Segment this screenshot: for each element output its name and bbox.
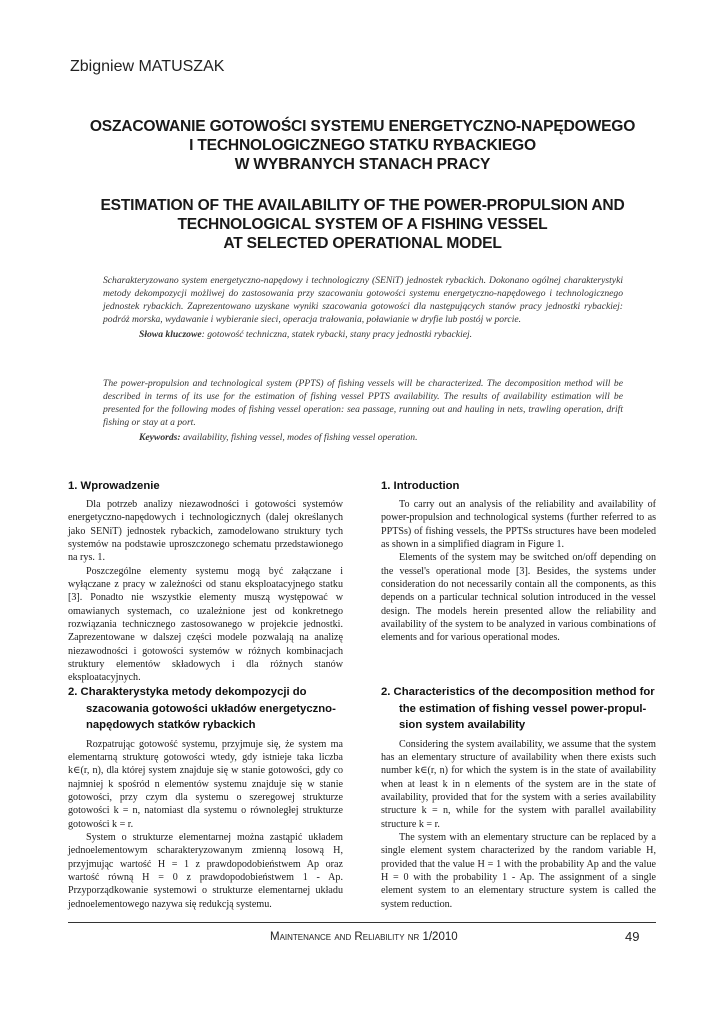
abstract-english — [103, 377, 623, 444]
left-column — [68, 478, 343, 685]
section-2-heading-pl-line-2: szacowania gotowości układów energetyczno- — [86, 702, 336, 715]
english-title-line-1: ESTIMATION OF THE AVAILABILITY OF THE POWER-PROPULSION AND — [100, 197, 625, 214]
section-2-paragraph-2-pl: System o strukturze elementarnej można zastąpić układem jednoelementowym scharakteryzowanym zmienną losową H, przyjmując wartość H = 1 z prawdopodobieństwem Ap oraz wartość równą H = 0 z prawdopodobieństwem 1 - Ap. Przyporządkowanie systemowi o strukturze elementarnej układu jednoelementowego nazywa się redukcją systemu. — [68, 831, 343, 910]
keywords-english-label: Keywords: — [139, 432, 181, 444]
section-2-heading-pl-line-3: napędowych statków rybackich — [86, 719, 256, 731]
abstract-polish — [103, 274, 623, 341]
polish-title-line-1: OSZACOWANIE GOTOWOŚCI SYSTEMU ENERGETYCZNO-NAPĘDOWEGO — [89, 118, 636, 135]
polish-title-line-2: I TECHNOLOGICZNEGO STATKU RYBACKIEGO — [189, 137, 536, 154]
keywords-english-text: availability, fishing vessel, modes of fishing vessel operation. — [180, 432, 418, 444]
left-column-section-2 — [68, 684, 343, 911]
section-1-heading-en: 1. Introduction — [381, 480, 460, 492]
right-column — [381, 478, 656, 645]
keywords-polish-label: Słowa kluczowe — [139, 329, 202, 341]
section-1-paragraph-1-en: To carry out an analysis of the reliability and availability of power-propulsion and technological systems (further referred to as PPTSs) of fishing vessels, the PPTSs structures have been modeled as shown in a simplified diagram in Figure 1. — [381, 499, 656, 551]
english-title — [60, 196, 665, 253]
keywords-english — [103, 431, 623, 444]
section-2-paragraph-1-pl: Rozpatrując gotowość systemu, przyjmuje się, że system ma elementarną strukturę gotowości wtedy, gdy istnieje taka liczba k∈(r, n), dla której system znajduje się w stanie gotowości, gdy co najmniej k spośród n elementów systemu znajduje się w stanie gotowości, przy czym dla systemu o szeregowej strukturze gotowości k = n, natomiast dla systemu o równoległej strukturze gotowości k = r. — [68, 738, 343, 830]
section-2-heading-pl — [68, 684, 343, 734]
section-2-heading-en-line-1: 2. Characteristics of the decomposition method for — [381, 686, 655, 698]
section-1-paragraph-2-en: Elements of the system may be switched on/off depending on the vessel's operational mode [3]. Besides, the systems under consideration do not necessarily contain all the components, as this depends on a particular technical solution introduced in the vessel design. The models herein presented allow the reliability and availability of the system to be analyzed in various combinations of elements and for various operational modes. — [381, 552, 656, 644]
section-2-heading-pl-line-1: 2. Charakterystyka metody dekompozycji do — [68, 686, 307, 698]
english-title-line-3: AT SELECTED OPERATIONAL MODEL — [223, 235, 502, 252]
keywords-polish — [103, 328, 623, 341]
footer-divider — [68, 922, 656, 923]
keywords-polish-text: : gotowość techniczna, statek rybacki, stany pracy jednostki rybackiej. — [201, 329, 473, 341]
section-1-paragraph-2-pl: Poszczególne elementy systemu mogą być załączane i wyłączane z pracy w zależności od stanu eksploatacyjnego statku [3]. Ponadto nie wszystkie elementy muszą występować w omawianych systemach, co uzależnione jest od konkretnego rozwiązania technicznego zastosowanego w projekcie jednostki. Zaprezentowane w dalszej części modele pozwalają na analizę niezawodności i gotowości systemów w różnych kombinacjach struktury elementów składowych i dla różnych stanów eksploatacyjnych. — [68, 565, 343, 684]
section-1-heading-pl: 1. Wprowadzenie — [68, 480, 160, 492]
section-1-paragraph-1-pl: Dla potrzeb analizy niezawodności i gotowości systemów energetyczno-napędowych i technologicznych (dalej określanych jako SENiT) jednostek rybackich, zamodelowano struktury tych systemów na podstawie uproszczonego schematu przedstawionego na rys. 1. — [68, 499, 343, 564]
polish-title — [60, 117, 665, 174]
author-name: Zbigniew MATUSZAK — [70, 58, 225, 75]
section-2-heading-en — [381, 684, 656, 734]
section-2-paragraph-1-en: Considering the system availability, we assume that the system has an elementary structure of availability when there exists such number k∈(r, n) for which the system is in the state of availability when at least k in n elements of the system are in the state of availability, provided that for the system with a series availability structure k = n, while for the system with parallel availability structure k = r. — [381, 738, 656, 830]
abstract-english-text: The power-propulsion and technological system (PPTS) of fishing vessels will be characterized. The decomposition method will be described in terms of its use for the estimation of fishing vessel PPTS availability. The results of availability estimation will be presented for the following modes of fishing vessel operation: sea passage, running out and hauling in nets, trawling operation, drift fishing or stay at a port. — [103, 378, 623, 429]
section-2-heading-en-line-3: sion system availability — [399, 719, 526, 731]
polish-title-line-3: W WYBRANYCH STANACH PRACY — [234, 156, 491, 173]
section-2-paragraph-2-en: The system with an elementary structure can be replaced by a single element system characterized by the random variable H, provided that the value H = 1 with the probability Ap and the value H = 0 with the probability 1 - Ap. The assignment of a single element system to an elementary structure system is called the system reduction. — [381, 831, 656, 910]
abstract-polish-text: Scharakteryzowano system energetyczno-napędowy i technologiczny (SENiT) jednostek rybackich. Dokonano ogólnej charakterystyki metody dekompozycji możliwej do zastosowania przy szacowaniu gotowości systemu energetyczno-napędowego i technologicznego jednostek rybackich. Zaprezentowano uzyskane wyniki szacowania gotowości dla następujących stanów pracy jednostki rybackiej: podróż morska, wydawanie i wybieranie sieci, operacja trałowania, poławianie w dryfie lub postój w porcie. — [103, 275, 623, 326]
english-title-line-2: TECHNOLOGICAL SYSTEM OF A FISHING VESSEL — [177, 216, 548, 233]
right-column-section-2 — [381, 684, 656, 911]
footer-journal-name: Maintenance and Reliability nr 1/2010 — [270, 931, 458, 943]
section-2-heading-en-line-2: the estimation of fishing vessel power-propul- — [399, 702, 647, 715]
page-number: 49 — [625, 929, 640, 944]
